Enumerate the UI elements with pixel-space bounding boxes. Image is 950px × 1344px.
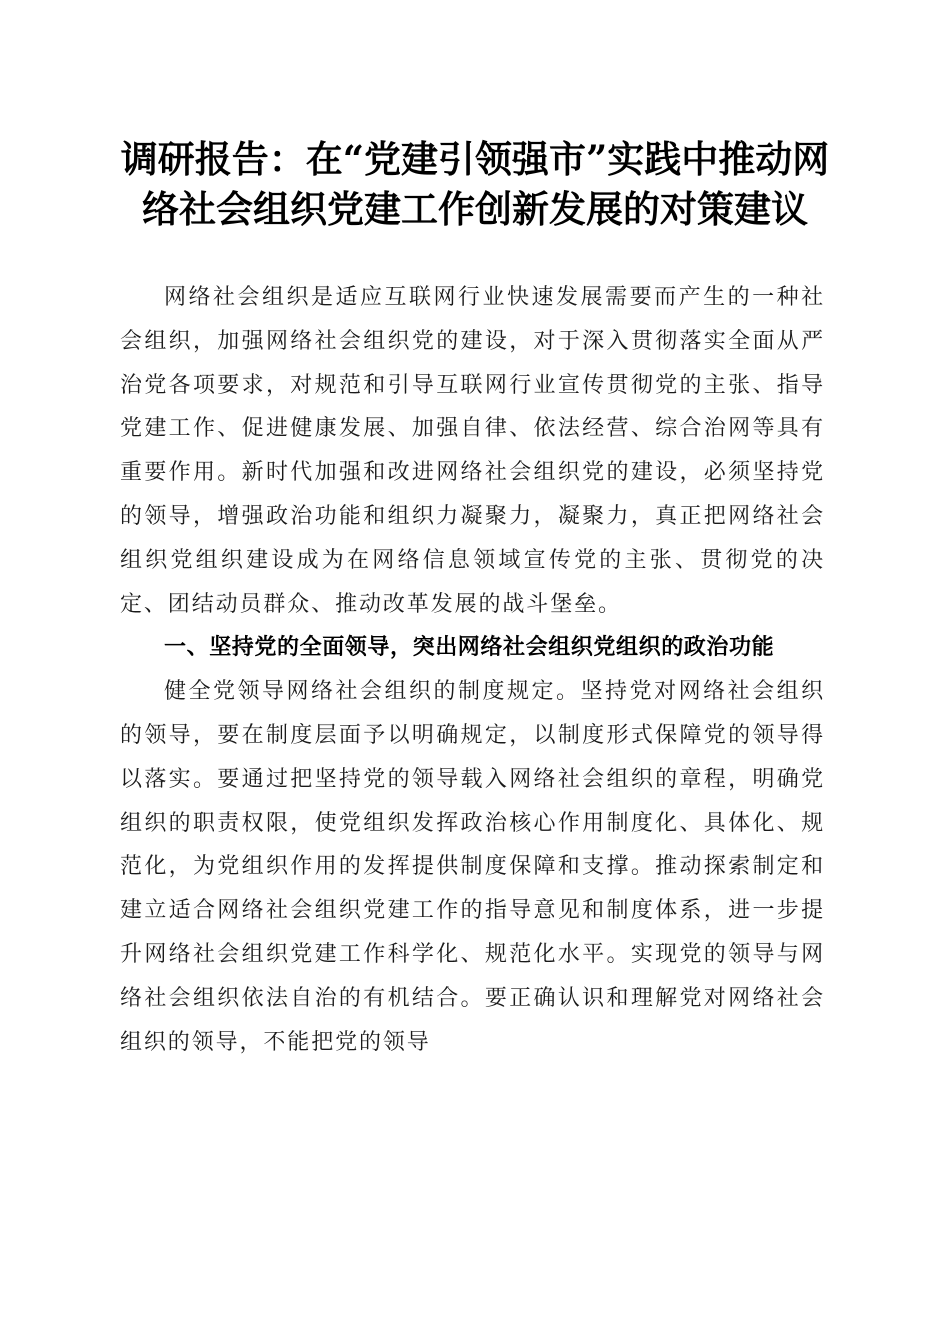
document-title-line-1: 调研报告：在“党建引领强市”实践中推动网	[120, 137, 830, 181]
document-title-line-2: 络社会组织党建工作创新发展的对策建议	[142, 187, 808, 231]
document-title	[100, 134, 850, 234]
document-body	[120, 276, 825, 1064]
section-1-heading: 一、坚持党的全面领导，突出网络社会组织党组织的政治功能	[164, 635, 775, 661]
section-1-paragraph: 健全党领导网络社会组织的制度规定。坚持党对网络社会组织的领导，要在制度层面予以明确规定，以制度形式保障党的领导得以落实。要通过把坚持党的领导载入网络社会组织的章程，明确党组织的职责权限，使党组织发挥政治核心作用制度化、具体化、规范化，为党组织作用的发挥提供制度保障和支撑。推动探索制定和建立适合网络社会组织党建工作的指导意见和制度体系，进一步提升网络社会组织党建工作科学化、规范化水平。实现党的领导与网络社会组织依法自治的有机结合。要正确认识和理解党对网络社会组织的领导，不能把党的领导	[120, 679, 825, 1055]
intro-paragraph: 网络社会组织是适应互联网行业快速发展需要而产生的一种社会组织，加强网络社会组织党的建设，对于深入贯彻落实全面从严治党各项要求，对规范和引导互联网行业宣传贯彻党的主张、指导党建工作、促进健康发展、加强自律、依法经营、综合治网等具有重要作用。新时代加强和改进网络社会组织党的建设，必须坚持党的领导，增强政治功能和组织力凝聚力，凝聚力，真正把网络社会组织党组织建设成为在网络信息领域宣传党的主张、贯彻党的决定、团结动员群众、推动改革发展的战斗堡垒。	[120, 285, 825, 617]
